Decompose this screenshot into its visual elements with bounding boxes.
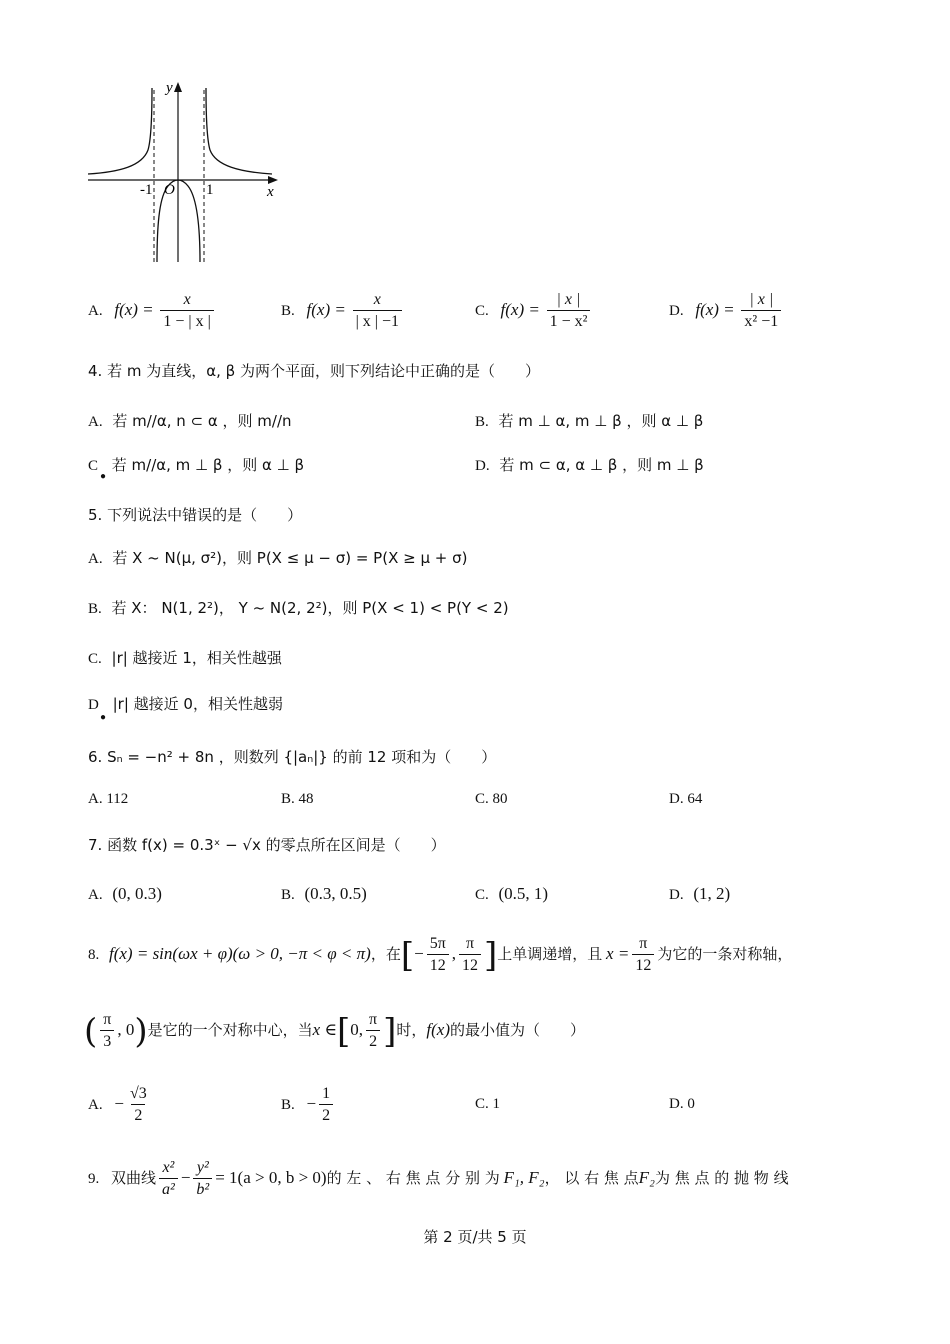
q8-option-b[interactable]: B. − $\frac{1}{2}$ [281, 1084, 336, 1127]
q4-option-d[interactable]: D. 若 m ⊂ α, α ⊥ β ，则 m ⊥ β [475, 456, 704, 474]
q4-option-a[interactable]: A. 若 m//α, n ⊂ α ，则 m//n [88, 412, 292, 430]
q3-option-d[interactable]: D. f(x) = $\frac{| x |}{\text{x² −1}}$ [669, 290, 784, 333]
q7-option-b[interactable]: B. (0.3, 0.5) [281, 884, 367, 903]
q4-option-b[interactable]: B. 若 m ⊥ α, m ⊥ β ，则 α ⊥ β [475, 412, 704, 430]
q3-option-b[interactable]: B. f(x) = $\frac{x}{| x | -1}$ [281, 290, 405, 333]
q6-option-a[interactable]: A. 112 [88, 791, 129, 807]
q8-option-c[interactable]: C. 1 [475, 1096, 501, 1112]
function-graph [80, 70, 290, 270]
x-axis-label: x [267, 184, 274, 200]
q5-option-d[interactable]: D |r| 越接近 0，相关性越弱 [88, 695, 283, 713]
q6-stem: 6. Sₙ = −n² + 8n ，则数列 {|aₙ|} 的前 12 项和为（ ） [88, 748, 497, 766]
origin-label: O [164, 182, 175, 198]
q7-option-d[interactable]: D. (1, 2) [669, 884, 731, 903]
q4-option-c[interactable]: C 若 m//α, m ⊥ β ，则 α ⊥ β [88, 456, 305, 474]
q8-stem-line2: ( $\frac{\pi}{3}$ , 0)是它的一个对称中心，当x ∈[0, $\frac{\pi}{2}$ ]时，f(x)的最小值为（ ） [84, 1011, 585, 1052]
q5-stem: 5. 下列说法中错误的是（ ） [88, 506, 303, 524]
q4-stem: 4. 若 m 为直线，α, β 为两个平面，则下列结论中正确的是（ ） [88, 362, 540, 380]
q5-option-d-dot: ● [100, 712, 107, 723]
q3-option-a[interactable]: A. f(x) = $\frac{x}{1 - | x |}$ [88, 290, 217, 333]
neg-one-label: -1 [140, 182, 153, 198]
q7-option-a[interactable]: A. (0, 0.3) [88, 884, 162, 903]
q8-stem-line1: 8. f(x) = sin(ωx + φ)(ω > 0, −π < φ < π)，在[− $\frac{5\pi}{12}$ , $\frac{\pi}{12}$ ]上单调递增，且 x = $\frac{\pi}{12}$ 为它的一条对称轴， [88, 935, 793, 976]
q6-option-c[interactable]: C. 80 [475, 791, 508, 807]
q5-option-b[interactable]: B. 若 X： N(1, 2²)， Y ~ N(2, 2²)，则 P(X < 1) < P(Y < 2) [88, 599, 509, 617]
q6-option-b[interactable]: B. 48 [281, 791, 314, 807]
q7-stem: 7. 函数 f(x) = 0.3ˣ − √x 的零点所在区间是（ ） [88, 836, 446, 854]
q4-option-c-dot: ● [100, 471, 107, 482]
q5-option-a[interactable]: A. 若 X ~ N(μ, σ²)，则 P(X ≤ μ − σ) = P(X ≥ μ + σ) [88, 549, 468, 567]
q9-stem: 9. 双曲线 $\frac{\text{x²}}{\text{a²}}$ − $\frac{\text{y²}}{\text{b²}}$ = 1(a > 0, b > 0)的 左 、 右 焦 点 分 别 为 F₁, F₂， 以 右 焦 点F₂为 焦 点 的 抛 物 线 [88, 1158, 789, 1201]
one-label: 1 [206, 182, 214, 198]
q5-option-c[interactable]: C. |r| 越接近 1，相关性越强 [88, 649, 282, 667]
y-axis-label: y [166, 80, 173, 96]
q7-option-c[interactable]: C. (0.5, 1) [475, 884, 549, 903]
q8-option-d[interactable]: D. 0 [669, 1096, 695, 1112]
q3-option-c[interactable]: C. f(x) = $\frac{| x |}{\text{1 − x²}}$ [475, 290, 593, 333]
page-footer: 第 2 页/共 5 页 [423, 1228, 527, 1246]
q6-option-d[interactable]: D. 64 [669, 791, 703, 807]
q8-option-a[interactable]: A. − $\frac{√3}{2}$ [88, 1084, 153, 1127]
